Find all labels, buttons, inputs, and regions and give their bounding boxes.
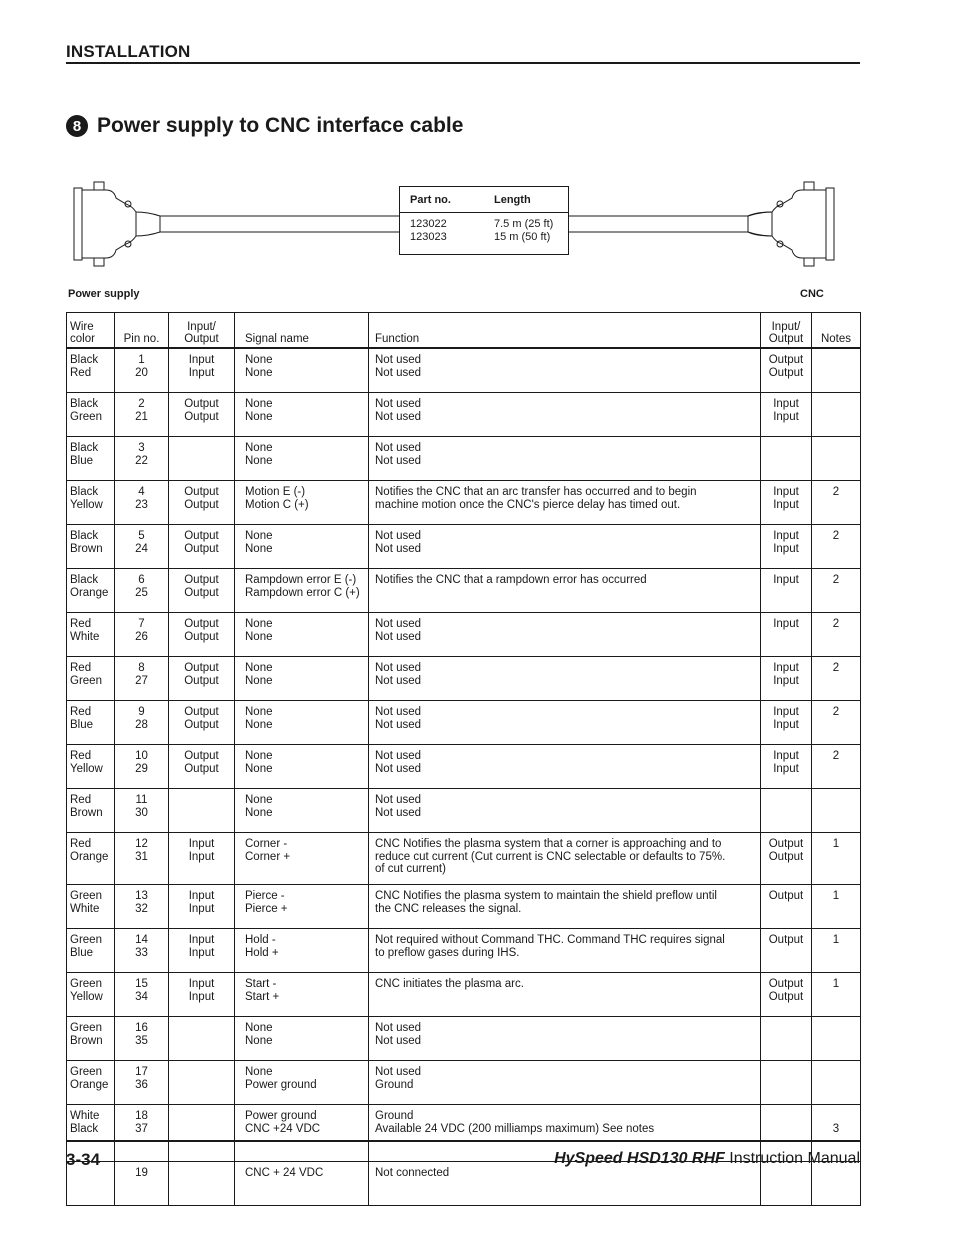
pin-number-cell: 18 37 <box>115 1105 169 1162</box>
signal-name-cell: Rampdown error E (-) Rampdown error C (+) <box>235 569 369 613</box>
notes-cell: 1 <box>812 885 861 929</box>
wire-color-cell: Red Brown <box>67 789 115 833</box>
io-cell <box>169 1162 235 1206</box>
notes-cell: 2 <box>812 525 861 569</box>
notes-cell: 2 <box>812 657 861 701</box>
io-cell <box>169 1061 235 1105</box>
cnc-io-cell: Output Output <box>761 348 812 393</box>
function-cell: Notifies the CNC that an arc transfer has occurred and to begin machine motion once the CNC's pierce delay has timed out. <box>369 481 761 525</box>
part-number-table <box>399 186 569 255</box>
wire-color-cell: Red Orange <box>67 833 115 885</box>
cnc-io-cell: Input Input <box>761 745 812 789</box>
function-cell: Not used Not used <box>369 789 761 833</box>
io-header: Input/ Output <box>169 313 235 349</box>
right-strain-relief-join <box>748 212 772 236</box>
function-cell: CNC Notifies the plasma system that a corner is approaching and to reduce cut current (Cut current is CNC selectable or defaults to 75%. of cut current) <box>369 833 761 885</box>
pin-number-cell: 17 36 <box>115 1061 169 1105</box>
cnc-io-cell: Input Input <box>761 701 812 745</box>
pin-number-cell: 15 34 <box>115 973 169 1017</box>
table-row <box>67 348 861 393</box>
notes-cell: 1 <box>812 833 861 885</box>
pin-number-cell: 13 32 <box>115 885 169 929</box>
part-row <box>400 218 568 231</box>
part-length: 15 m (50 ft) <box>494 231 551 243</box>
cnc-io-cell: Input Input <box>761 393 812 437</box>
function-cell: Notifies the CNC that a rampdown error has occurred <box>369 569 761 613</box>
signal-name-cell: None None <box>235 393 369 437</box>
notes-cell <box>812 789 861 833</box>
pin-number-cell: 19 <box>115 1162 169 1206</box>
function-cell: Not used Not used <box>369 745 761 789</box>
part-no: 123022 <box>410 218 447 230</box>
cnc-io-header: Input/ Output <box>761 313 812 349</box>
function-cell: Not used Not used <box>369 437 761 481</box>
notes-cell <box>812 1017 861 1061</box>
wire-color-cell: Green Orange <box>67 1061 115 1105</box>
right-connector-tab-top <box>804 182 814 190</box>
io-cell: Output Output <box>169 525 235 569</box>
notes-cell: 2 <box>812 701 861 745</box>
function-cell: Ground Available 24 VDC (200 milliamps maximum) See notes <box>369 1105 761 1162</box>
pin-no-header: Pin no. <box>115 313 169 349</box>
io-cell <box>169 437 235 481</box>
notes-cell: 2 <box>812 613 861 657</box>
signal-name-cell: None None <box>235 348 369 393</box>
cnc-io-cell <box>761 1162 812 1206</box>
io-cell: Output Output <box>169 701 235 745</box>
function-cell: Not used Not used <box>369 1017 761 1061</box>
left-connector-flange <box>74 188 82 260</box>
wire-color-cell: Red Yellow <box>67 745 115 789</box>
signal-name-cell: None Power ground <box>235 1061 369 1105</box>
part-no-header: Part no. <box>410 194 451 206</box>
pin-number-cell: 5 24 <box>115 525 169 569</box>
function-cell: Not connected <box>369 1162 761 1206</box>
part-length: 7.5 m (25 ft) <box>494 218 554 230</box>
table-row <box>67 701 861 745</box>
left-connector-body <box>82 190 136 258</box>
table-row <box>67 929 861 973</box>
signal-name-cell: Pierce - Pierce + <box>235 885 369 929</box>
io-cell <box>169 1105 235 1162</box>
right-connector-body <box>772 190 826 258</box>
page-number: 3-34 <box>66 1150 101 1169</box>
cnc-io-cell <box>761 1017 812 1061</box>
cnc-io-cell: Output <box>761 885 812 929</box>
io-cell: Input Input <box>169 973 235 1017</box>
right-connector-tab-bottom <box>804 258 814 266</box>
wire-color-cell: Black Orange <box>67 569 115 613</box>
step-number-badge: 8 <box>66 115 88 137</box>
table-row <box>67 1162 861 1206</box>
pin-number-cell: 3 22 <box>115 437 169 481</box>
table-row <box>67 525 861 569</box>
part-table-header <box>400 187 568 213</box>
cnc-io-cell: Output Output <box>761 833 812 885</box>
pin-number-cell: 12 31 <box>115 833 169 885</box>
pin-number-cell: 4 23 <box>115 481 169 525</box>
table-row <box>67 1017 861 1061</box>
pin-number-cell: 10 29 <box>115 745 169 789</box>
wire-color-cell: Green Yellow <box>67 973 115 1017</box>
function-cell: Not used Not used <box>369 348 761 393</box>
product-name: HySpeed HSD130 RHF <box>554 1150 725 1167</box>
wire-color-cell: Green White <box>67 885 115 929</box>
section-header: INSTALLATION <box>66 42 191 61</box>
wire-color-cell: Black Yellow <box>67 481 115 525</box>
notes-cell <box>812 1162 861 1206</box>
right-strain-relief <box>748 212 772 236</box>
wire-color-cell: Black Blue <box>67 437 115 481</box>
part-row <box>400 231 568 244</box>
signal-name-cell: None None <box>235 789 369 833</box>
notes-cell: 2 <box>812 481 861 525</box>
signal-name-cell: Motion E (-) Motion C (+) <box>235 481 369 525</box>
table-row <box>67 657 861 701</box>
function-cell: CNC Notifies the plasma system to maintain the shield preflow until the CNC releases the signal. <box>369 885 761 929</box>
notes-cell <box>812 1061 861 1105</box>
pin-number-cell: 11 30 <box>115 789 169 833</box>
wire-color-cell: White Black <box>67 1105 115 1162</box>
pinout-table <box>66 312 861 1206</box>
notes-cell <box>812 437 861 481</box>
io-cell: Output Output <box>169 481 235 525</box>
wire-color-cell: Red White <box>67 613 115 657</box>
title-text: Power supply to CNC interface cable <box>97 114 464 137</box>
signal-name-cell: Hold - Hold + <box>235 929 369 973</box>
wire-color-cell: Green Brown <box>67 1017 115 1061</box>
cnc-io-cell: Input Input <box>761 481 812 525</box>
wire-color-cell: Black Brown <box>67 525 115 569</box>
function-cell: Not used Not used <box>369 657 761 701</box>
cnc-io-cell: Output <box>761 929 812 973</box>
wire-color-cell: Red Green <box>67 657 115 701</box>
wire-color-cell: Green Blue <box>67 929 115 973</box>
table-row <box>67 885 861 929</box>
notes-cell: 3 <box>812 1105 861 1162</box>
notes-cell: 1 <box>812 973 861 1017</box>
io-cell: Output Output <box>169 745 235 789</box>
function-cell: Not required without Command THC. Command THC requires signal to preflow gases during IHS. <box>369 929 761 973</box>
table-row <box>67 437 861 481</box>
cnc-io-cell: Input <box>761 613 812 657</box>
signal-name-cell: CNC + 24 VDC <box>235 1162 369 1206</box>
notes-cell <box>812 393 861 437</box>
pin-number-cell: 7 26 <box>115 613 169 657</box>
length-header: Length <box>494 194 531 206</box>
table-row <box>67 973 861 1017</box>
io-cell <box>169 789 235 833</box>
function-cell: Not used Not used <box>369 701 761 745</box>
signal-name-cell: Start - Start + <box>235 973 369 1017</box>
io-cell <box>169 1017 235 1061</box>
pin-number-cell: 8 27 <box>115 657 169 701</box>
notes-header: Notes <box>812 313 861 349</box>
io-cell: Input Input <box>169 929 235 973</box>
manual-title <box>554 1150 860 1168</box>
io-cell: Output Output <box>169 393 235 437</box>
io-cell: Input Input <box>169 885 235 929</box>
cnc-io-cell <box>761 1061 812 1105</box>
wire-color-cell: Black Green <box>67 393 115 437</box>
cnc-io-cell: Output Output <box>761 973 812 1017</box>
io-cell: Output Output <box>169 569 235 613</box>
io-cell: Input Input <box>169 833 235 885</box>
table-row <box>67 745 861 789</box>
function-header: Function <box>369 313 761 349</box>
function-cell: Not used Not used <box>369 393 761 437</box>
io-cell: Output Output <box>169 657 235 701</box>
header-rule <box>66 62 860 64</box>
notes-cell: 2 <box>812 569 861 613</box>
cnc-io-cell <box>761 789 812 833</box>
wire-color-cell: Red Blue <box>67 701 115 745</box>
pin-number-cell: 9 28 <box>115 701 169 745</box>
io-cell: Output Output <box>169 613 235 657</box>
table-row <box>67 481 861 525</box>
table-header-row <box>67 313 861 349</box>
wire-color-header: Wire color <box>67 313 115 349</box>
function-cell: Not used Ground <box>369 1061 761 1105</box>
notes-cell: 2 <box>812 745 861 789</box>
pin-number-cell: 16 35 <box>115 1017 169 1061</box>
signal-name-cell: None None <box>235 437 369 481</box>
function-cell: CNC initiates the plasma arc. <box>369 973 761 1017</box>
manual-suffix: Instruction Manual <box>729 1150 860 1167</box>
pin-number-cell: 14 33 <box>115 929 169 973</box>
wire-color-cell: Black Red <box>67 348 115 393</box>
pin-number-cell: 2 21 <box>115 393 169 437</box>
left-strain-relief <box>136 212 160 236</box>
table-row <box>67 613 861 657</box>
power-supply-label: Power supply <box>68 288 140 300</box>
signal-name-cell: None None <box>235 701 369 745</box>
footer-rule <box>66 1140 860 1142</box>
table-row <box>67 393 861 437</box>
cnc-label: CNC <box>800 288 824 300</box>
cnc-io-cell: Input Input <box>761 525 812 569</box>
left-connector-tab-bottom <box>94 258 104 266</box>
pin-number-cell: 1 20 <box>115 348 169 393</box>
cnc-io-cell: Input <box>761 569 812 613</box>
signal-name-header: Signal name <box>235 313 369 349</box>
signal-name-cell: None None <box>235 745 369 789</box>
io-cell: Input Input <box>169 348 235 393</box>
table-row <box>67 569 861 613</box>
notes-cell <box>812 348 861 393</box>
function-cell: Not used Not used <box>369 525 761 569</box>
pin-number-cell: 6 25 <box>115 569 169 613</box>
part-no: 123023 <box>410 231 447 243</box>
table-row <box>67 789 861 833</box>
cnc-io-cell <box>761 437 812 481</box>
table-row <box>67 833 861 885</box>
function-cell: Not used Not used <box>369 613 761 657</box>
table-row <box>67 1061 861 1105</box>
signal-name-cell: Power ground CNC +24 VDC <box>235 1105 369 1162</box>
signal-name-cell: None None <box>235 525 369 569</box>
signal-name-cell: None None <box>235 1017 369 1061</box>
signal-name-cell: Corner - Corner + <box>235 833 369 885</box>
notes-cell: 1 <box>812 929 861 973</box>
signal-name-cell: None None <box>235 657 369 701</box>
section-title <box>66 114 463 138</box>
right-connector-flange <box>826 188 834 260</box>
left-connector-tab-top <box>94 182 104 190</box>
cnc-io-cell: Input Input <box>761 657 812 701</box>
signal-name-cell: None None <box>235 613 369 657</box>
